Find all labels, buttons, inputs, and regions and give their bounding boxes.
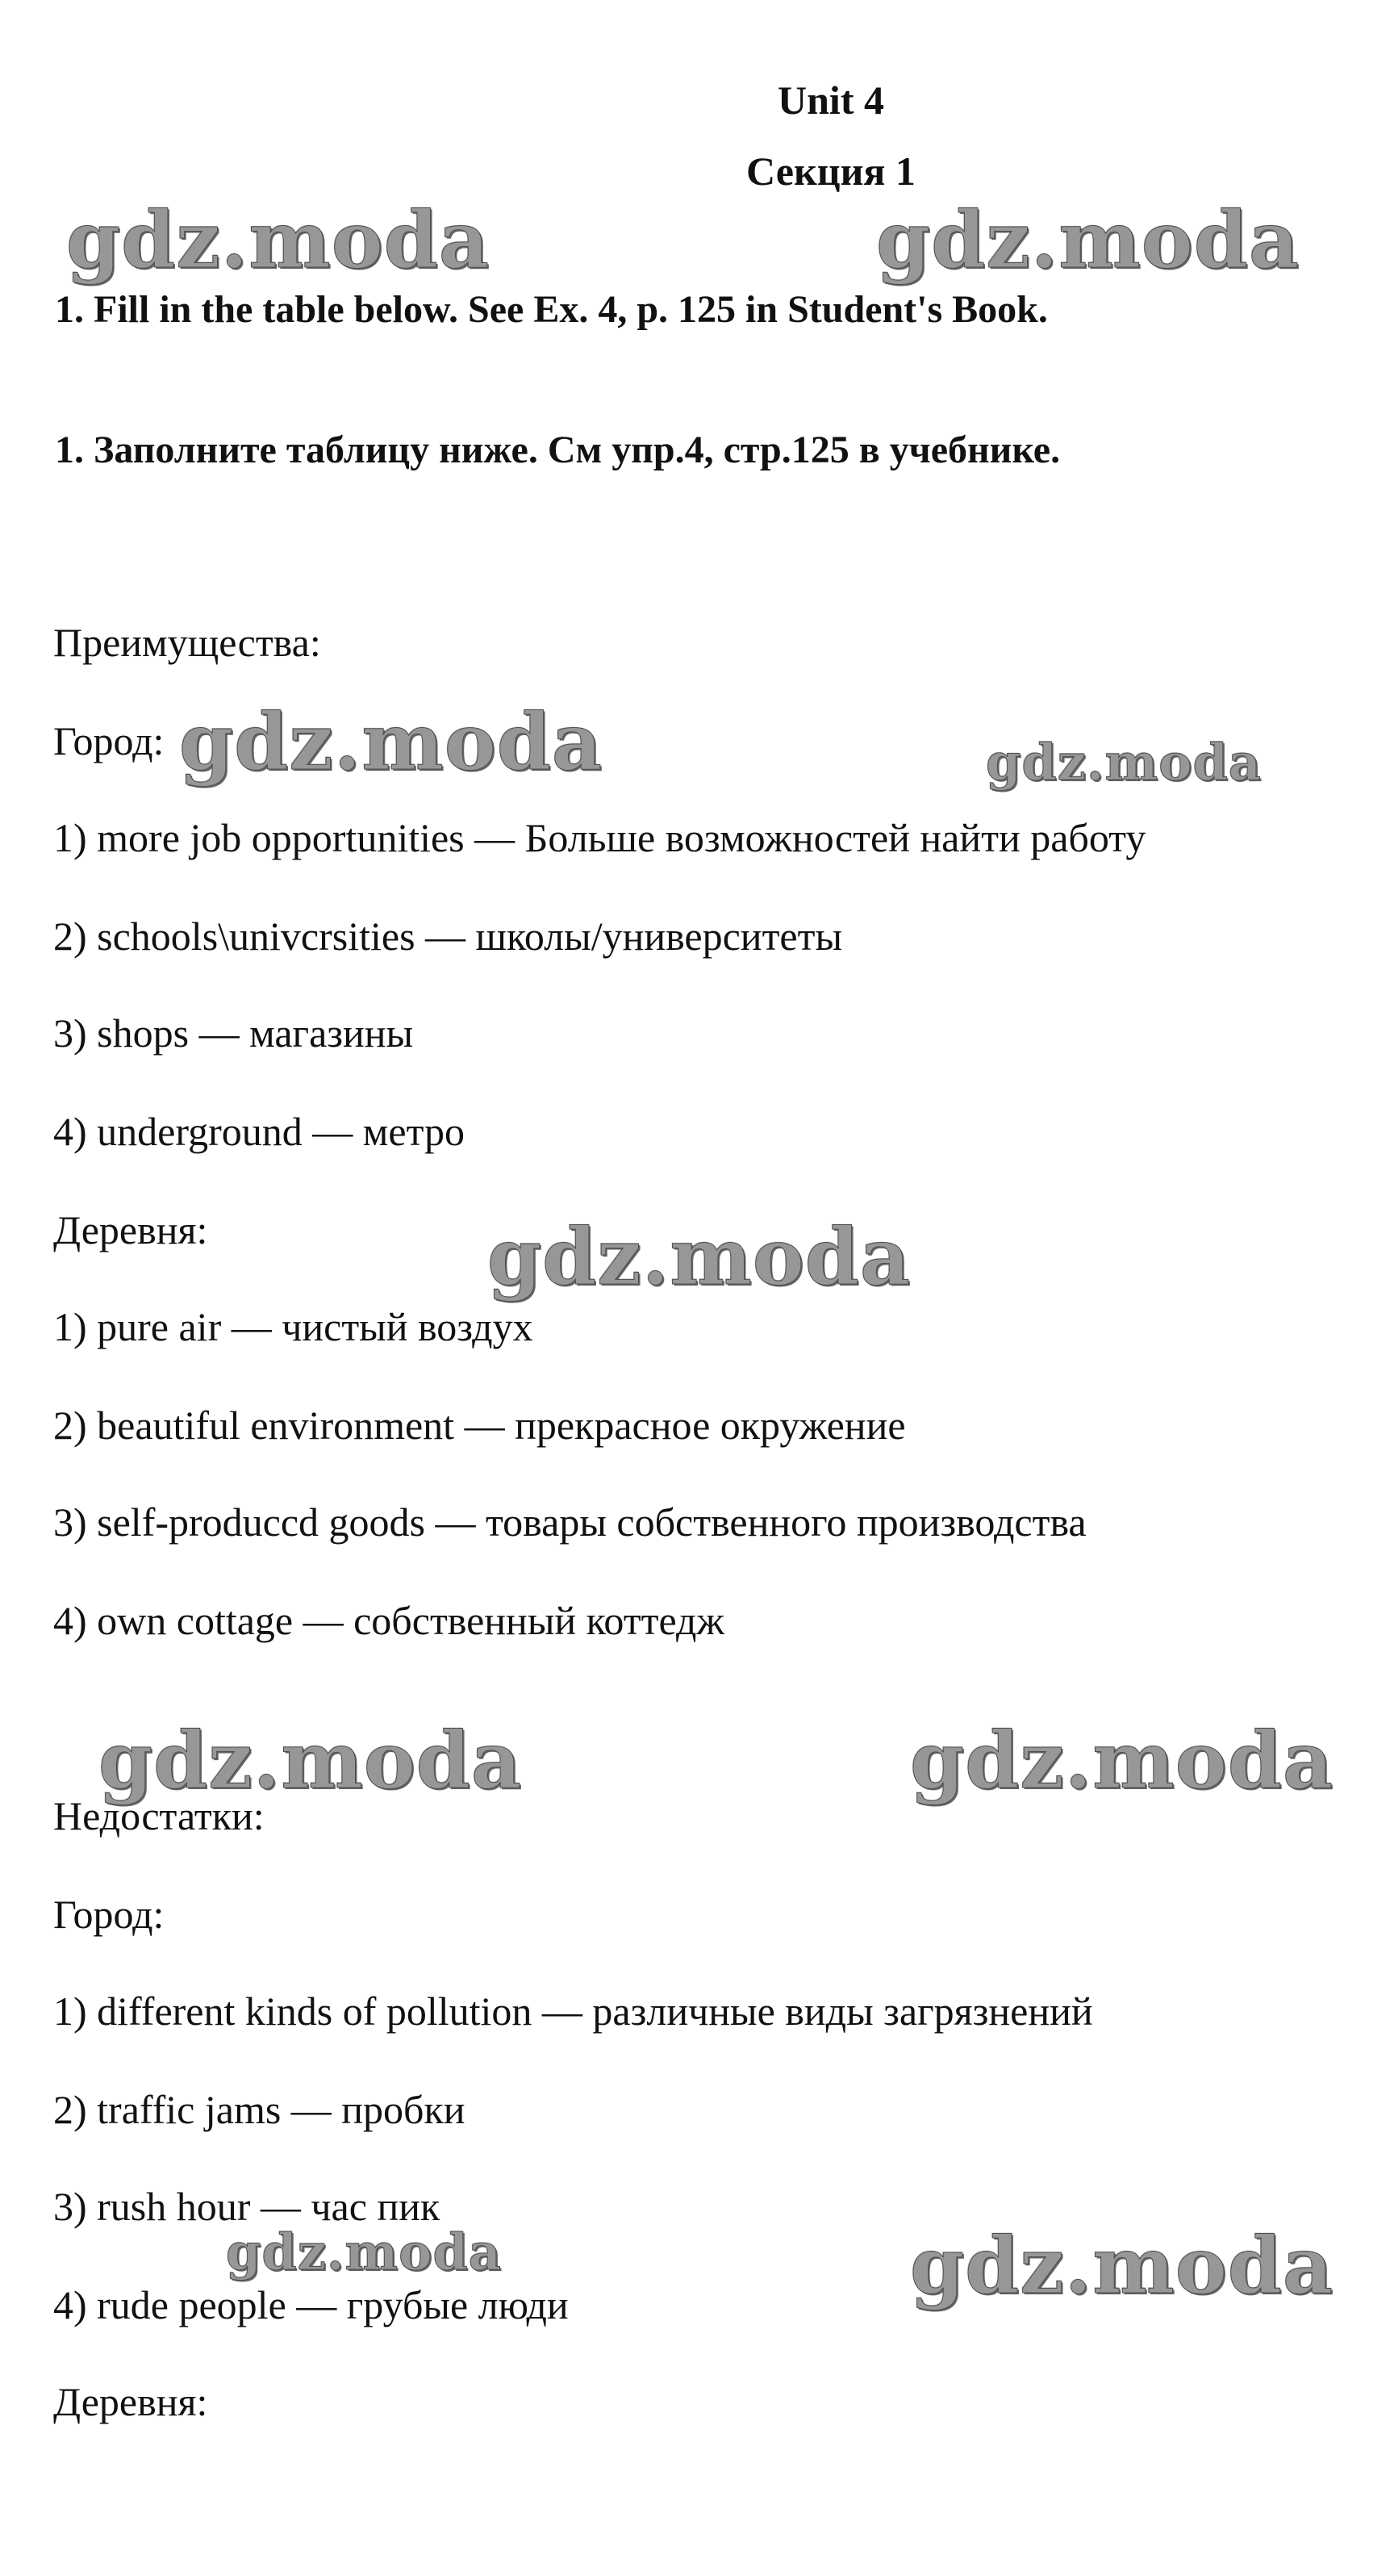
list-item: 4) own cottage — собственный коттедж [53, 1598, 724, 1643]
list-item: 1) different kinds of pollution — различные виды загрязнений [53, 1988, 1093, 2034]
watermark-logo: gdz.moda [98, 1715, 523, 1806]
watermark-logo: gdz.moda [986, 733, 1262, 792]
advantages-city-label: Город: [53, 718, 165, 763]
watermark-logo: gdz.moda [179, 696, 603, 788]
watermark-logo: gdz.moda [910, 2220, 1334, 2311]
watermark-logo: gdz.moda [487, 1211, 912, 1303]
advantages-village-label: Деревня: [53, 1207, 208, 1252]
watermark-logo: gdz.moda [876, 194, 1300, 286]
disadvantages-village-label: Деревня: [53, 2379, 208, 2424]
list-item: 2) beautiful environment — прекрасное окружение [53, 1403, 906, 1448]
list-item: 4) underground — метро [53, 1109, 465, 1154]
watermark-logo: gdz.moda [66, 194, 490, 286]
section-title: Секция 1 [746, 148, 916, 194]
task-heading-russian: 1. Заполните таблицу ниже. См упр.4, стр.125 в учебнике. [55, 429, 1061, 471]
list-item: 1) pure air — чистый воздух [53, 1304, 533, 1349]
list-item: 3) rush hour — час пик [53, 2184, 440, 2229]
list-item: 1) more job opportunities — Больше возможностей найти работу [53, 815, 1146, 860]
disadvantages-label: Недостатки: [53, 1793, 265, 1838]
advantages-label: Преимущества: [53, 620, 321, 665]
watermark-logo: gdz.moda [226, 2223, 502, 2281]
task-heading-english: 1. Fill in the table below. See Ex. 4, p. 125 in Student's Book. [55, 288, 1048, 331]
watermark-logo: gdz.moda [910, 1715, 1334, 1806]
disadvantages-city-label: Город: [53, 1892, 165, 1937]
list-item: 3) shops — магазины [53, 1010, 414, 1056]
list-item: 4) rude people — грубые люди [53, 2282, 569, 2327]
unit-title: Unit 4 [778, 77, 884, 123]
list-item: 3) self-produccd goods — товары собственного производства [53, 1499, 1087, 1545]
list-item: 2) traffic jams — пробки [53, 2087, 465, 2132]
list-item: 2) schools\univcrsities — школы/университеты [53, 914, 843, 959]
